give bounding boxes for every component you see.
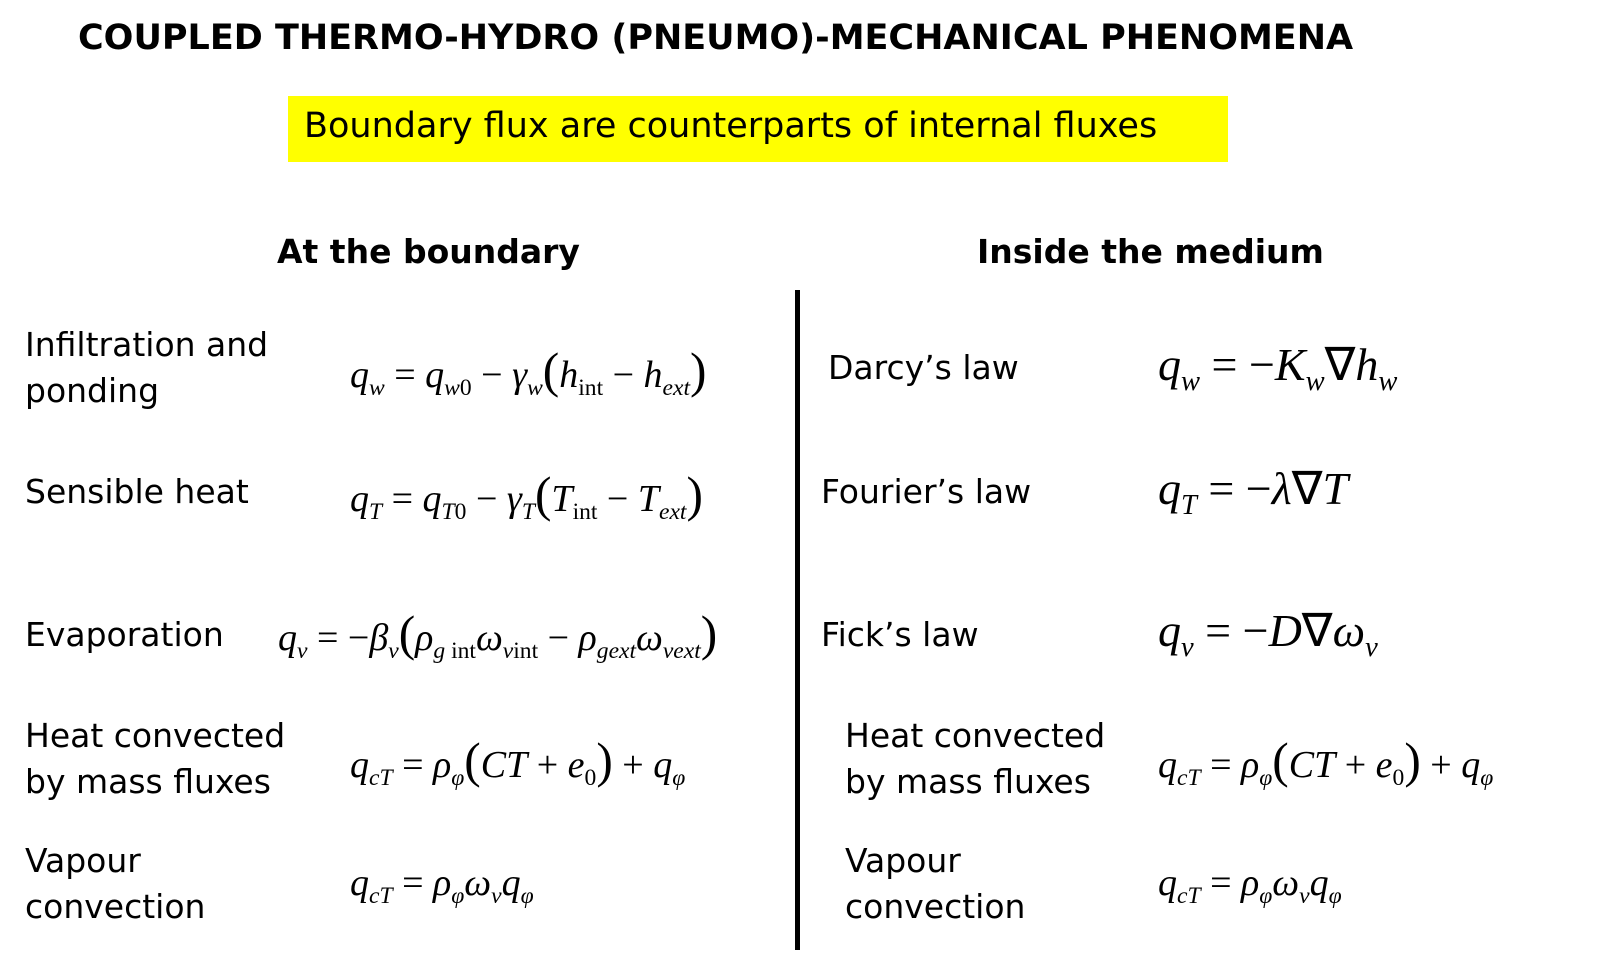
label-heat-convected-right: Heat convected by mass fluxes [845,716,1106,801]
column-divider [795,290,800,950]
equation-heat-convected-right: $q_{cT} = \rho_\varphi(CT + e_0) + q_\varphi$ [1158,733,1494,792]
banner-text: Boundary flux are counterparts of internal fluxes [304,106,1158,146]
equation-sensible-heat: $q_T = q_{T0} - \gamma_T(T_{int} - T_{ext})$ [350,467,703,526]
equation-vapour-convection-left: $q_{cT} = \rho_\varphi\omega_vq_\varphi$ [350,862,534,910]
equation-infiltration: $q_w = q_{w0} - \gamma_w(h_{int} - h_{ext})$ [350,343,707,402]
equation-vapour-convection-right: $q_{cT} = \rho_\varphi\omega_vq_\varphi$ [1158,862,1342,910]
label-infiltration: Infiltration and ponding [25,325,269,410]
equation-darcys-law: $q_w = -K_w\nabla h_w$ [1158,339,1398,397]
equation-heat-convected-left: $q_{cT} = \rho_\varphi(CT + e_0) + q_\varphi$ [350,733,686,792]
label-vapour-convection-right: Vapour convection [845,841,1026,926]
right-column-heading: Inside the medium [977,232,1324,271]
label-vapour-convection-left: Vapour convection [25,841,206,926]
label-sensible-heat: Sensible heat [25,472,249,511]
slide-title: COUPLED THERMO-HYDRO (PNEUMO)-MECHANICAL PHENOMENA [78,18,1354,58]
left-column-heading: At the boundary [277,232,580,271]
label-darcys-law: Darcy’s law [828,348,1019,387]
equation-ficks-law: $q_v = -D\nabla\omega_v$ [1158,605,1378,663]
label-heat-convected-left: Heat convected by mass fluxes [25,716,286,801]
equation-evaporation: $q_v = -\beta_v(\rho_{g int}\omega_{vint} - \rho_{gext}\omega_{vext})$ [278,606,718,665]
label-ficks-law: Fick’s law [821,615,979,654]
label-evaporation: Evaporation [25,615,224,654]
equation-fouriers-law: $q_T = -\lambda\nabla T$ [1158,463,1349,521]
label-fouriers-law: Fourier’s law [821,472,1032,511]
